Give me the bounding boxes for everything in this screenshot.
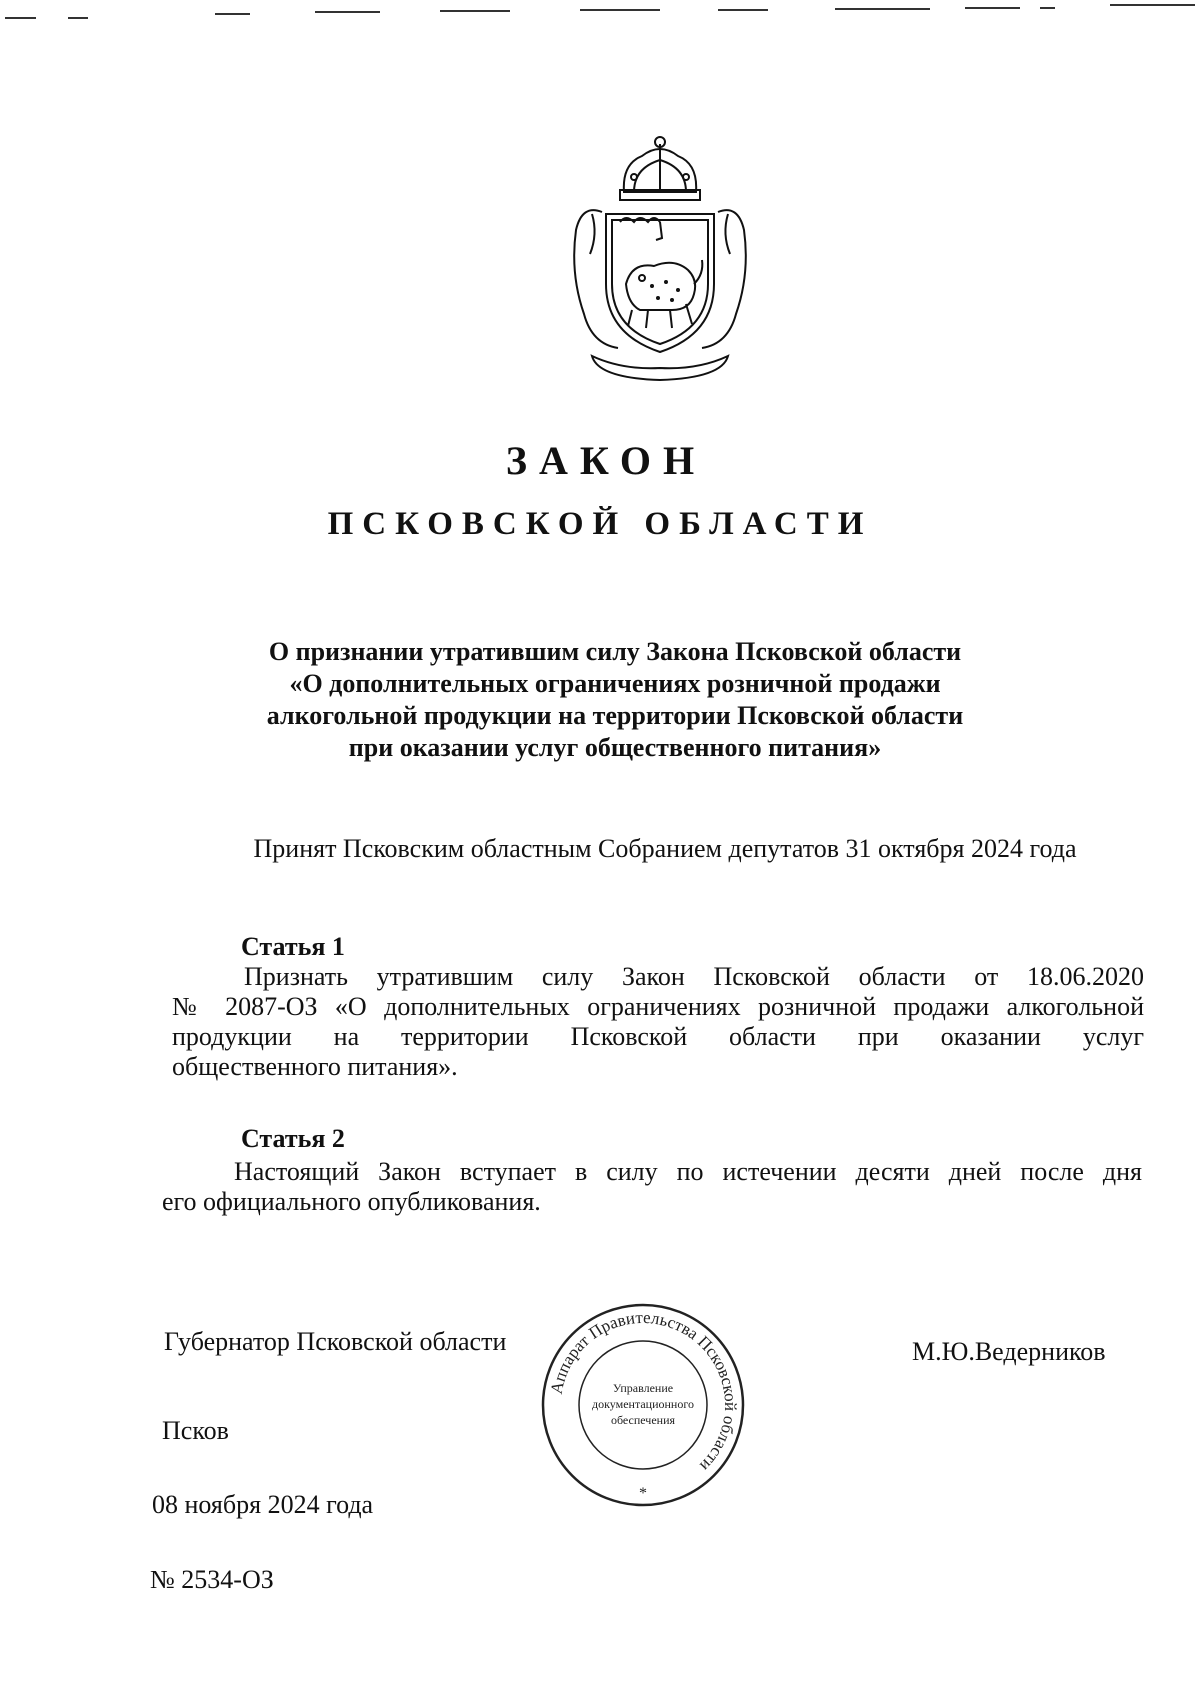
law-number: № 2534-ОЗ xyxy=(150,1565,274,1594)
official-seal-icon xyxy=(536,1298,750,1512)
article-1-heading: Статья 1 xyxy=(241,932,345,961)
law-title-line: при оказании услуг общественного питания» xyxy=(348,733,882,762)
seal-center-line: Управление xyxy=(612,1381,674,1395)
article-2-line: Настоящий Закон вступает в силу по истечении десяти дней после дня xyxy=(234,1157,1142,1186)
law-title-line: «О дополнительных ограничениях розничной продажи xyxy=(289,669,941,698)
seal-ring-text: Аппарат Правительства Псковской области xyxy=(546,1307,741,1476)
governor-name: М.Ю.Ведерников xyxy=(912,1337,1106,1366)
signing-date: 08 ноября 2024 года xyxy=(152,1490,374,1519)
article-1-line: Признать утратившим силу Закон Псковской области от 18.06.2020 xyxy=(244,962,1144,991)
article-1-line: № 2087-ОЗ «О дополнительных ограничениях розничной продажи алкогольной xyxy=(172,992,1144,1021)
seal-star: * xyxy=(639,1485,647,1502)
adoption-statement: Принят Псковским областным Собранием депутатов 31 октября 2024 года xyxy=(253,834,1077,863)
law-title-line: алкогольной продукции на территории Псковской области xyxy=(266,701,964,730)
article-2-heading: Статья 2 xyxy=(241,1124,345,1153)
article-2-body xyxy=(162,1157,1142,1217)
seal-center-line: обеспечения xyxy=(610,1413,676,1427)
law-title xyxy=(200,636,1030,764)
article-1-line: общественного питания». xyxy=(172,1052,458,1081)
place-of-signing: Псков xyxy=(162,1416,229,1445)
law-title-line: О признании утратившим силу Закона Псковской области xyxy=(268,637,962,666)
document-heading-law: ЗАКОН xyxy=(505,438,707,483)
pskov-coat-of-arms-icon xyxy=(562,134,758,386)
article-2-line: его официального опубликования. xyxy=(162,1187,541,1216)
seal-center-line: документационного xyxy=(592,1397,694,1411)
article-1-body xyxy=(172,962,1144,1082)
document-heading-region: ПСКОВСКОЙ ОБЛАСТИ xyxy=(327,506,873,542)
scan-artifact-marks xyxy=(0,0,1200,30)
governor-title: Губернатор Псковской области xyxy=(164,1327,507,1356)
article-1-line: продукции на территории Псковской области при оказании услуг xyxy=(172,1022,1144,1051)
